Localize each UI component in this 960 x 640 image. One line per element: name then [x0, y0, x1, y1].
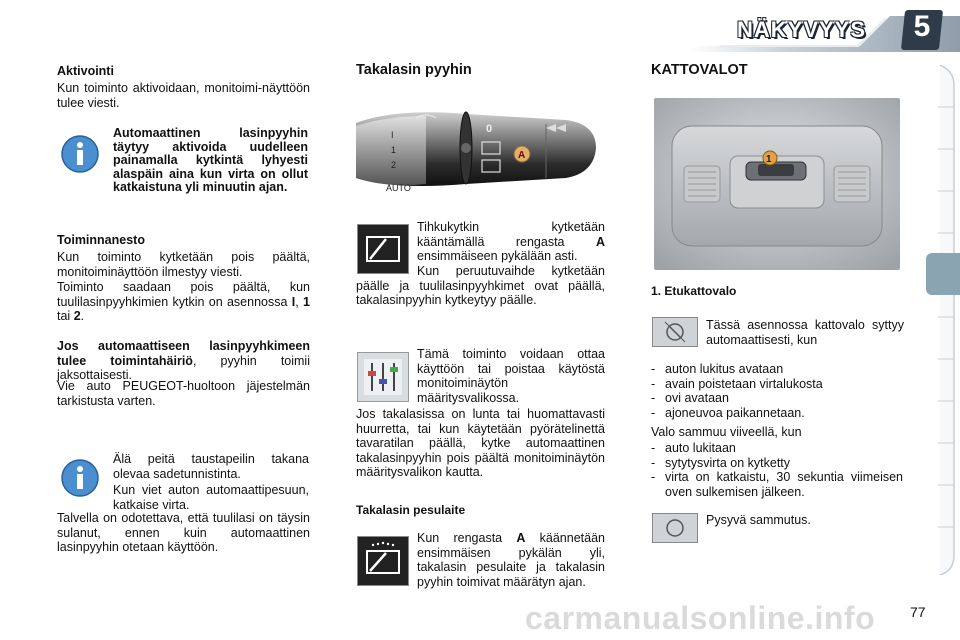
- info1-text: Automaattinen lasinpyyhin täytyy aktivoida uudelleen painamalla kytkintä lyhyesti alaspäin aina kun virta on ollut katkaistuna yli minuutin ajan.: [113, 126, 308, 195]
- col2-p1: [417, 220, 605, 264]
- info2-p1: Älä peitä taustapeilin takana olevaa sadetunnistinta.: [113, 452, 309, 481]
- talvella-text: Talvella on odotettava, että tuulilasi on täysin sulanut, ennen kuin automaattinen lasinpyyhin otetaan käyttöön.: [57, 511, 310, 555]
- auto-on-list: [651, 362, 903, 420]
- settings-menu-icon: [357, 352, 409, 402]
- page-number: 77: [910, 604, 926, 620]
- photo-label-1: 1: [766, 154, 772, 165]
- col2-p5: [417, 531, 605, 589]
- info-icon: [60, 458, 100, 503]
- stalk-I-label: I: [391, 130, 394, 140]
- col2-p5-b: käännetään ensimmäisen pykälän yli, takalasin pesulaite ja takalasin pyyhin toimivat määrätyn ajan.: [417, 531, 605, 589]
- toiminnanesto-title: Toiminnanesto: [57, 233, 145, 247]
- sep: ,: [295, 294, 304, 309]
- info2-p2: Kun viet auton automaattipesuun, katkaise virta.: [113, 483, 309, 512]
- pos-1: 1: [303, 294, 310, 309]
- pos-2: 2: [73, 309, 81, 324]
- vie-text: Vie auto PEUGEOT-huoltoon jäjestelmän tarkistusta varten.: [57, 379, 310, 408]
- header-title: NÄKYVYYS: [737, 17, 867, 42]
- list-item: - ovi avataan: [651, 391, 903, 406]
- col2-p4: Jos takalasissa on lunta tai huomattavasti huurretta, tai kun käytetään pyörätelinettä tavaratilan päällä, kytke automaattinen takalasinpyyhin pois päältä monitoiminäytön määritysvalikon kautta.: [356, 407, 605, 480]
- toiminnanesto-p1: Kun toiminto kytketään pois päältä, monitoiminäyttöön ilmestyy viesti.: [57, 250, 310, 279]
- toiminnanesto-p2: [57, 280, 310, 324]
- aktivointi-title: Aktivointi: [57, 64, 114, 78]
- kattovalot-title: KATTOVALOT: [651, 62, 748, 78]
- list-item: - avain poistetaan virtalukosta: [651, 377, 903, 392]
- ring-A: A: [595, 234, 605, 249]
- watermark: carmanualsonline.info: [525, 600, 876, 636]
- sep: tai: [57, 309, 74, 324]
- takalasin-title: Takalasin pyyhin: [356, 62, 472, 78]
- toiminnanesto-p2-text: Toiminto saadaan pois päältä, kun tuulilasinpyyhkimien kytkin on asennossa: [57, 280, 310, 309]
- stalk-A-label: A: [518, 150, 526, 161]
- list-item: - virta on katkaistu, 30 sekuntia viimeisen oven sulkemisen jälkeen.: [651, 470, 903, 499]
- side-tabs: [928, 65, 960, 575]
- jos-text: [57, 339, 310, 383]
- mode2-text: Pysyvä sammutus.: [706, 513, 811, 527]
- aktivointi-text: Kun toiminto aktivoidaan, monitoimi-näyttöön tulee viesti.: [57, 81, 310, 110]
- side-tab-active: [926, 253, 960, 295]
- auto-off-list: [651, 441, 903, 499]
- valo-text: Valo sammuu viiveellä, kun: [651, 425, 802, 439]
- list-item: - auton lukitus avataan: [651, 362, 903, 377]
- jos-bold: Jos automaattiseen lasinpyyhkimeen tulee toimintahäiriö: [57, 339, 310, 368]
- stalk-1-label: 1: [391, 145, 397, 155]
- etukattovalo-title: 1. Etukattovalo: [651, 284, 737, 298]
- dot: .: [80, 309, 85, 324]
- off-mode-icon: [652, 513, 698, 543]
- list-item: - sytytysvirta on kytketty: [651, 456, 903, 471]
- mode1-text: Tässä asennossa kattovalo syttyy automaattisesti, kun: [706, 318, 904, 347]
- ceiling-light-photo: [654, 98, 900, 270]
- pesulaite-title: Takalasin pesulaite: [356, 503, 466, 517]
- ring-A: A: [516, 531, 526, 545]
- wiper-stalk-photo: [356, 98, 606, 204]
- chapter-number: 5: [913, 10, 931, 43]
- list-item: - ajoneuvoa paikannetaan.: [651, 406, 903, 421]
- col2-p1-a: Tihkukytkin kytketään kääntämällä rengasta: [417, 220, 605, 249]
- list-item: - auto lukitaan: [651, 441, 903, 456]
- stalk-auto-label: AUTO: [386, 183, 411, 193]
- pos-I: I: [291, 294, 296, 309]
- info-icon: [60, 134, 100, 179]
- stalk-2-label: 2: [391, 160, 397, 170]
- jos-rest: , pyyhin toimii jaksottaisesti.: [57, 353, 310, 383]
- rear-washer-icon: [357, 536, 409, 586]
- col2-p3: Tämä toiminto voidaan ottaa käyttöön tai poistaa käytöstä monitoiminäytön määritysvalikossa.: [417, 347, 605, 405]
- col2-p5-a: Kun rengasta: [417, 531, 517, 545]
- col2-p1-b: ensimmäiseen pykälään asti.: [417, 249, 578, 264]
- col2-p2: Kun peruutuvaihde kytketään päälle ja tuulilasinpyyhkimet ovat päällä, takalasinpyyhin kytkeytyy päälle.: [356, 264, 605, 308]
- stalk-0-label: 0: [486, 123, 493, 135]
- door-light-mode-icon: [652, 317, 698, 347]
